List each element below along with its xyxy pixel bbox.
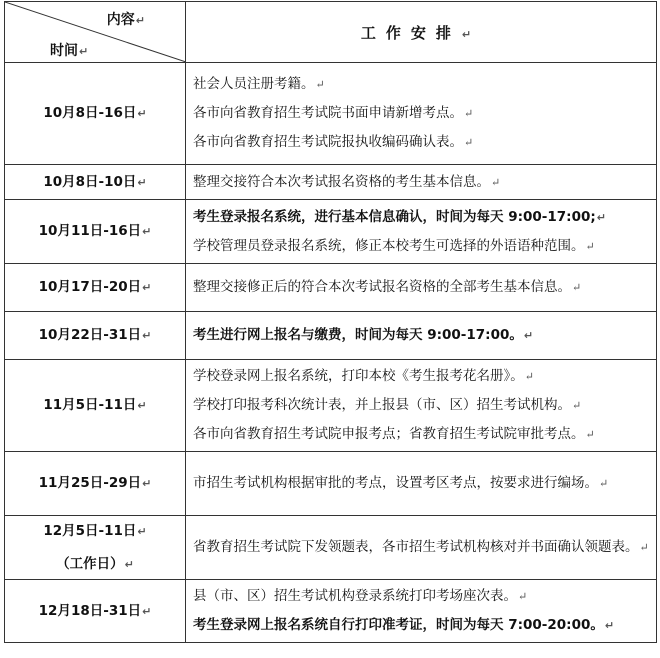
date-text: 10月22日-31日 (38, 327, 142, 343)
work-cell (186, 452, 657, 516)
work-item (193, 534, 654, 561)
work-item (193, 70, 654, 99)
work-item-text: 考生登录报名系统，进行基本信息确认，时间为每天 9:00-17:00; (193, 208, 596, 225)
para-mark: ↵ (137, 524, 147, 538)
para-mark: ↵ (79, 45, 89, 58)
header-row (5, 2, 657, 63)
work-cell (186, 63, 657, 165)
work-item (193, 582, 654, 611)
work-item-text: 学校登录网上报名系统，打印本校《考生报考花名册》。 (193, 368, 524, 384)
para-mark: ↵ (142, 477, 152, 490)
work-item (193, 420, 654, 449)
date-text: 10月17日-20日 (38, 279, 142, 295)
work-cell (186, 312, 657, 360)
table-row (5, 516, 657, 580)
table-row (5, 264, 657, 312)
table-row (5, 63, 657, 165)
para-mark: ↵ (599, 477, 609, 490)
work-item (193, 168, 654, 197)
work-item-text: 考生进行网上报名与缴费，时间为每天 9:00-17:00。 (193, 327, 523, 343)
para-mark: ↵ (585, 428, 595, 441)
work-item (193, 391, 654, 420)
work-item-text: 整理交接符合本次考试报名资格的考生基本信息。 (193, 173, 490, 190)
para-mark: ↵ (491, 175, 501, 189)
para-mark: ↵ (639, 541, 649, 554)
date-text: 11月25日-29日 (38, 475, 142, 491)
work-item-text: 考生登录网上报名系统自行打印准考证，时间为每天 7:00-20:00。 (193, 617, 604, 633)
table-row (5, 200, 657, 264)
header-diagonal-cell (5, 2, 186, 63)
para-mark: ↵ (572, 281, 582, 294)
work-item-text: 各市向省教育招生考试院书面申请新增考点。 (193, 105, 463, 121)
para-mark: ↵ (524, 370, 534, 383)
para-mark: ↵ (585, 239, 595, 253)
schedule-table (4, 1, 657, 643)
para-mark: ↵ (142, 225, 152, 238)
work-item-text: 社会人员注册考籍。 (193, 76, 315, 92)
date-note: （工作日） (56, 555, 124, 572)
work-item (193, 273, 654, 302)
date-cell (5, 452, 186, 516)
para-mark: ↵ (124, 557, 134, 571)
para-mark: ↵ (464, 136, 474, 149)
header-work-cell (186, 2, 657, 63)
para-mark: ↵ (518, 590, 528, 603)
para-mark: ↵ (315, 78, 325, 91)
table-row (5, 580, 657, 643)
work-item-text: 学校管理员登录报名系统，修正本校考生可选择的外语语种范围。 (193, 237, 585, 254)
work-item (193, 321, 654, 350)
para-mark: ↵ (142, 281, 152, 294)
table-row (5, 360, 657, 452)
work-item-text: 各市向省教育招生考试院报执收编码确认表。 (193, 134, 463, 150)
work-item (193, 611, 654, 640)
work-item (193, 128, 654, 157)
table-row (5, 165, 657, 200)
header-content-label: 内容 (106, 12, 135, 28)
date-cell (5, 312, 186, 360)
date-cell (5, 360, 186, 452)
work-cell (186, 516, 657, 580)
para-mark: ↵ (142, 329, 152, 342)
date-cell (5, 580, 186, 643)
diagonal-line (5, 2, 185, 62)
para-mark: ↵ (135, 14, 145, 27)
para-mark: ↵ (461, 27, 482, 41)
work-cell (186, 264, 657, 312)
date-text: 10月8日-10日 (43, 173, 137, 190)
date-cell (5, 63, 186, 165)
work-item (193, 232, 654, 261)
work-cell (186, 360, 657, 452)
date-text: 11月5日-11日 (43, 397, 137, 413)
work-cell (186, 200, 657, 264)
date-text: 12月18日-31日 (38, 602, 142, 619)
table-row (5, 312, 657, 360)
work-item (193, 99, 654, 128)
date-text: 10月11日-16日 (38, 223, 142, 239)
work-cell (186, 165, 657, 200)
work-cell (186, 580, 657, 643)
work-item (193, 203, 654, 232)
date-cell (5, 200, 186, 264)
para-mark: ↵ (137, 175, 147, 189)
work-item-text: 整理交接修正后的符合本次考试报名资格的全部考生基本信息。 (193, 279, 571, 295)
date-cell (5, 516, 186, 580)
para-mark: ↵ (596, 210, 606, 224)
date-text: 12月5日-11日 (43, 522, 137, 539)
work-item (193, 362, 654, 391)
table-row (5, 452, 657, 516)
date-cell (5, 165, 186, 200)
para-mark: ↵ (464, 107, 474, 120)
para-mark: ↵ (523, 329, 534, 342)
para-mark: ↵ (604, 619, 615, 632)
para-mark: ↵ (142, 604, 152, 618)
header-time-label: 时间 (50, 43, 78, 59)
work-item-text: 市招生考试机构根据审批的考点，设置考区考点，按要求进行编场。 (193, 475, 598, 491)
header-work-label: 工作安排 (360, 23, 461, 42)
work-item-text: 省教育招生考试院下发领题表，各市招生考试机构核对并书面确认领题表。 (193, 539, 639, 555)
work-item-text: 各市向省教育招生考试院申报考点；省教育招生考试院审批考点。 (193, 426, 585, 442)
para-mark: ↵ (137, 399, 147, 412)
date-cell (5, 264, 186, 312)
work-item-text: 学校打印报考科次统计表，并上报县（市、区）招生考试机构。 (193, 397, 571, 413)
para-mark: ↵ (137, 107, 147, 120)
date-text: 10月8日-16日 (43, 105, 137, 121)
work-item-text: 县（市、区）招生考试机构登录系统打印考场座次表。 (193, 588, 517, 604)
para-mark: ↵ (572, 399, 582, 412)
work-item (193, 470, 654, 497)
